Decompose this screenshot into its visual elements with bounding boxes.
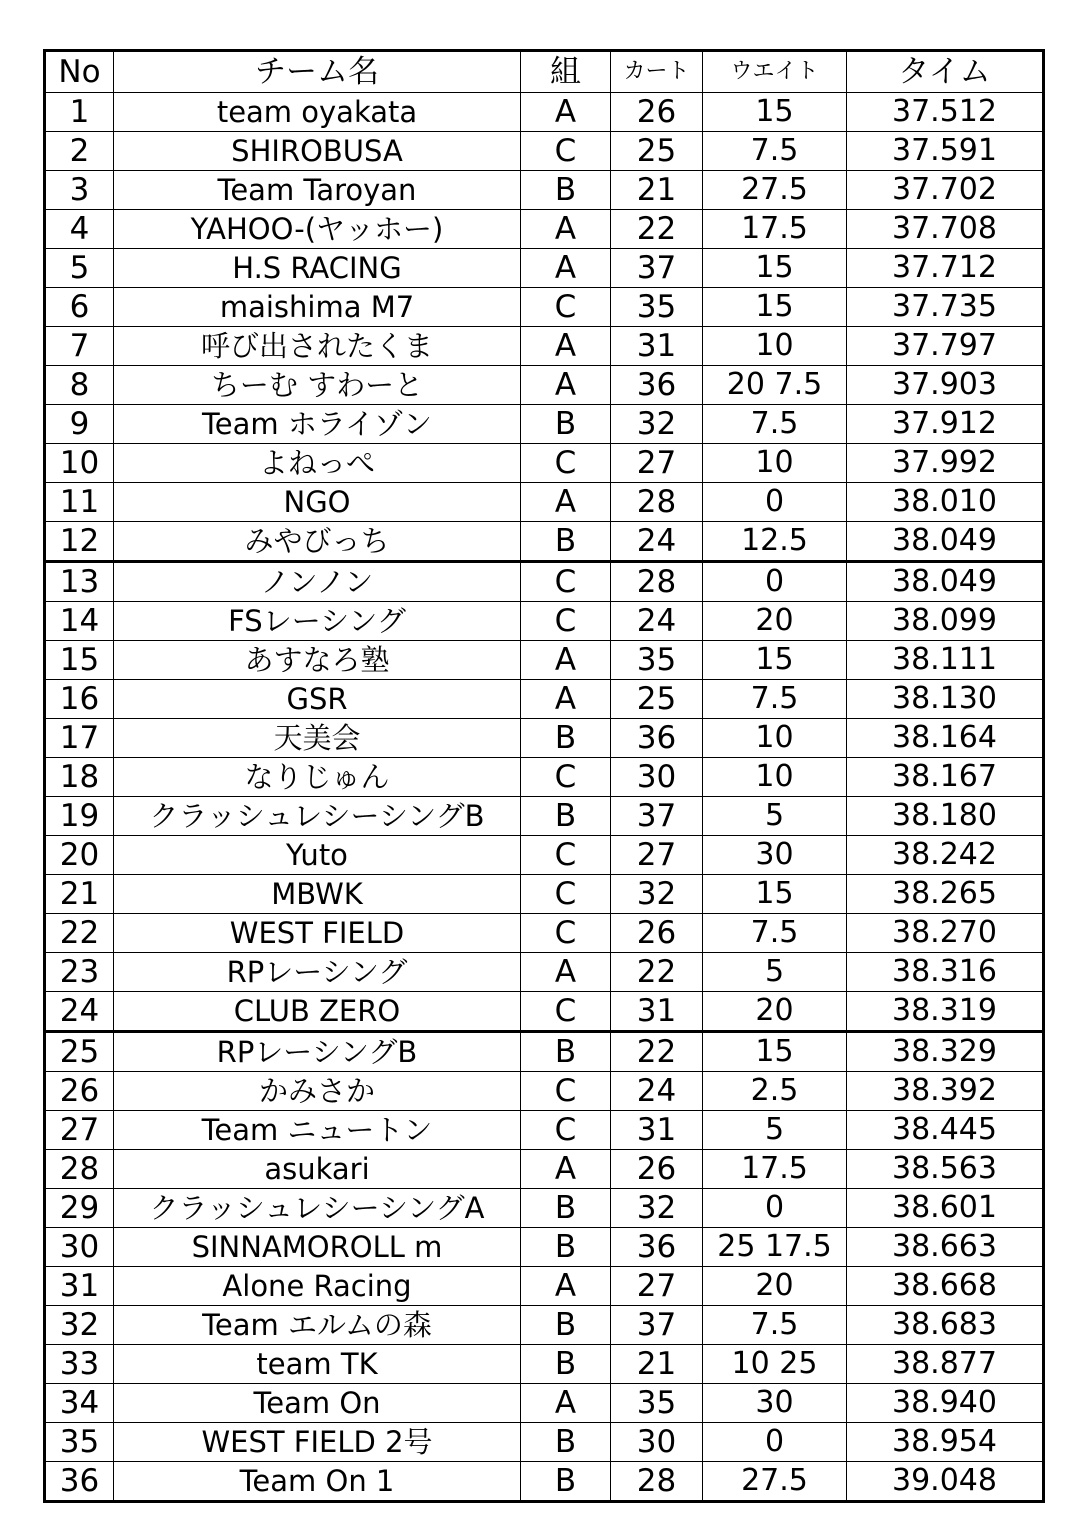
group-cell: A: [521, 483, 611, 522]
kart-number-cell: 32: [611, 875, 703, 914]
group-cell: A: [521, 366, 611, 405]
team-name-cell: Team エルムの森: [114, 1306, 521, 1345]
row-number-cell: 31: [45, 1267, 114, 1306]
team-name-cell: YAHOO-(ヤッホー): [114, 210, 521, 249]
row-number-cell: 18: [45, 758, 114, 797]
row-number-cell: 29: [45, 1189, 114, 1228]
kart-number-cell: 30: [611, 1423, 703, 1462]
lap-time-cell: 38.877: [847, 1345, 1044, 1384]
row-number-cell: 20: [45, 836, 114, 875]
table-row: [45, 1072, 1044, 1111]
header-kart: カート: [611, 51, 703, 93]
kart-number-cell: 22: [611, 210, 703, 249]
row-number-cell: 35: [45, 1423, 114, 1462]
lap-time-cell: 37.992: [847, 444, 1044, 483]
lap-time-cell: 38.099: [847, 602, 1044, 641]
row-number-cell: 6: [45, 288, 114, 327]
weight-cell: 0: [703, 483, 847, 522]
kart-number-cell: 37: [611, 249, 703, 288]
weight-cell: 10: [703, 758, 847, 797]
team-name-cell: 呼び出されたくま: [114, 327, 521, 366]
kart-number-cell: 24: [611, 1072, 703, 1111]
table-row: [45, 249, 1044, 288]
team-name-cell: ノンノン: [114, 562, 521, 602]
lap-time-cell: 38.316: [847, 953, 1044, 992]
table-row: [45, 875, 1044, 914]
table-row: [45, 405, 1044, 444]
group-cell: C: [521, 288, 611, 327]
kart-number-cell: 26: [611, 93, 703, 132]
lap-time-cell: 38.049: [847, 522, 1044, 562]
table-row: [45, 132, 1044, 171]
weight-cell: 0: [703, 1189, 847, 1228]
weight-cell: 7.5: [703, 405, 847, 444]
row-number-cell: 14: [45, 602, 114, 641]
kart-number-cell: 37: [611, 1306, 703, 1345]
header-time: タイム: [847, 51, 1044, 93]
row-number-cell: 36: [45, 1462, 114, 1502]
row-number-cell: 2: [45, 132, 114, 171]
group-cell: C: [521, 914, 611, 953]
lap-time-cell: 38.668: [847, 1267, 1044, 1306]
team-name-cell: Team ホライゾン: [114, 405, 521, 444]
weight-cell: 17.5: [703, 1150, 847, 1189]
lap-time-cell: 38.130: [847, 680, 1044, 719]
table-row: [45, 1345, 1044, 1384]
kart-number-cell: 35: [611, 288, 703, 327]
group-cell: B: [521, 1032, 611, 1072]
table-row: [45, 93, 1044, 132]
weight-cell: 15: [703, 288, 847, 327]
table-row: [45, 914, 1044, 953]
table-row: [45, 210, 1044, 249]
weight-cell: 12.5: [703, 522, 847, 562]
lap-time-cell: 38.663: [847, 1228, 1044, 1267]
header-weight: ウエイト: [703, 51, 847, 93]
group-cell: B: [521, 1306, 611, 1345]
results-table: [43, 49, 1045, 1503]
table-row: [45, 1189, 1044, 1228]
table-row: [45, 758, 1044, 797]
table-body: [45, 93, 1044, 1502]
kart-number-cell: 35: [611, 1384, 703, 1423]
table-row: [45, 1384, 1044, 1423]
kart-number-cell: 35: [611, 641, 703, 680]
team-name-cell: NGO: [114, 483, 521, 522]
group-cell: A: [521, 93, 611, 132]
weight-cell: 0: [703, 562, 847, 602]
weight-cell: 20 7.5: [703, 366, 847, 405]
team-name-cell: Team Taroyan: [114, 171, 521, 210]
row-number-cell: 13: [45, 562, 114, 602]
team-name-cell: RPレーシング: [114, 953, 521, 992]
lap-time-cell: 38.111: [847, 641, 1044, 680]
group-cell: A: [521, 1267, 611, 1306]
team-name-cell: team oyakata: [114, 93, 521, 132]
table-row: [45, 1228, 1044, 1267]
table-row: [45, 327, 1044, 366]
kart-number-cell: 25: [611, 132, 703, 171]
weight-cell: 15: [703, 641, 847, 680]
table-row: [45, 171, 1044, 210]
team-name-cell: WEST FIELD: [114, 914, 521, 953]
kart-number-cell: 27: [611, 836, 703, 875]
lap-time-cell: 37.708: [847, 210, 1044, 249]
table-row: [45, 719, 1044, 758]
row-number-cell: 11: [45, 483, 114, 522]
lap-time-cell: 38.049: [847, 562, 1044, 602]
kart-number-cell: 26: [611, 1150, 703, 1189]
group-cell: B: [521, 522, 611, 562]
row-number-cell: 23: [45, 953, 114, 992]
table-row: [45, 1150, 1044, 1189]
row-number-cell: 32: [45, 1306, 114, 1345]
row-number-cell: 12: [45, 522, 114, 562]
header-row: [45, 51, 1044, 93]
row-number-cell: 4: [45, 210, 114, 249]
group-cell: B: [521, 1423, 611, 1462]
weight-cell: 2.5: [703, 1072, 847, 1111]
lap-time-cell: 38.319: [847, 992, 1044, 1032]
weight-cell: 15: [703, 1032, 847, 1072]
row-number-cell: 28: [45, 1150, 114, 1189]
weight-cell: 10 25: [703, 1345, 847, 1384]
team-name-cell: CLUB ZERO: [114, 992, 521, 1032]
table-row: [45, 1462, 1044, 1502]
lap-time-cell: 37.912: [847, 405, 1044, 444]
kart-number-cell: 36: [611, 719, 703, 758]
lap-time-cell: 37.903: [847, 366, 1044, 405]
table-row: [45, 836, 1044, 875]
group-cell: B: [521, 405, 611, 444]
team-name-cell: クラッシュレシーシングA: [114, 1189, 521, 1228]
team-name-cell: SHIROBUSA: [114, 132, 521, 171]
group-cell: A: [521, 327, 611, 366]
group-cell: A: [521, 249, 611, 288]
lap-time-cell: 38.392: [847, 1072, 1044, 1111]
weight-cell: 27.5: [703, 171, 847, 210]
team-name-cell: FSレーシング: [114, 602, 521, 641]
team-name-cell: MBWK: [114, 875, 521, 914]
group-cell: C: [521, 1111, 611, 1150]
team-name-cell: みやびっち: [114, 522, 521, 562]
table-row: [45, 288, 1044, 327]
team-name-cell: かみさか: [114, 1072, 521, 1111]
kart-number-cell: 28: [611, 483, 703, 522]
team-name-cell: ちーむ すわーと: [114, 366, 521, 405]
row-number-cell: 5: [45, 249, 114, 288]
lap-time-cell: 38.164: [847, 719, 1044, 758]
kart-number-cell: 37: [611, 797, 703, 836]
row-number-cell: 27: [45, 1111, 114, 1150]
kart-number-cell: 24: [611, 522, 703, 562]
lap-time-cell: 38.329: [847, 1032, 1044, 1072]
weight-cell: 10: [703, 444, 847, 483]
team-name-cell: team TK: [114, 1345, 521, 1384]
group-cell: C: [521, 1072, 611, 1111]
lap-time-cell: 38.265: [847, 875, 1044, 914]
weight-cell: 15: [703, 875, 847, 914]
row-number-cell: 9: [45, 405, 114, 444]
table-row: [45, 1267, 1044, 1306]
team-name-cell: H.S RACING: [114, 249, 521, 288]
row-number-cell: 17: [45, 719, 114, 758]
kart-number-cell: 27: [611, 1267, 703, 1306]
group-cell: B: [521, 1462, 611, 1502]
weight-cell: 7.5: [703, 132, 847, 171]
team-name-cell: WEST FIELD 2号: [114, 1423, 521, 1462]
table-row: [45, 680, 1044, 719]
lap-time-cell: 39.048: [847, 1462, 1044, 1502]
weight-cell: 5: [703, 953, 847, 992]
weight-cell: 20: [703, 1267, 847, 1306]
group-cell: B: [521, 171, 611, 210]
weight-cell: 0: [703, 1423, 847, 1462]
lap-time-cell: 38.954: [847, 1423, 1044, 1462]
team-name-cell: Team On: [114, 1384, 521, 1423]
group-cell: C: [521, 132, 611, 171]
row-number-cell: 15: [45, 641, 114, 680]
table-row: [45, 1111, 1044, 1150]
weight-cell: 7.5: [703, 680, 847, 719]
lap-time-cell: 38.683: [847, 1306, 1044, 1345]
lap-time-cell: 37.797: [847, 327, 1044, 366]
weight-cell: 15: [703, 93, 847, 132]
row-number-cell: 1: [45, 93, 114, 132]
group-cell: B: [521, 719, 611, 758]
row-number-cell: 24: [45, 992, 114, 1032]
lap-time-cell: 38.167: [847, 758, 1044, 797]
group-cell: B: [521, 797, 611, 836]
group-cell: A: [521, 641, 611, 680]
weight-cell: 30: [703, 1384, 847, 1423]
team-name-cell: なりじゅん: [114, 758, 521, 797]
weight-cell: 10: [703, 719, 847, 758]
lap-time-cell: 38.445: [847, 1111, 1044, 1150]
row-number-cell: 22: [45, 914, 114, 953]
lap-time-cell: 37.702: [847, 171, 1044, 210]
group-cell: A: [521, 1384, 611, 1423]
lap-time-cell: 38.563: [847, 1150, 1044, 1189]
team-name-cell: Team ニュートン: [114, 1111, 521, 1150]
table-row: [45, 797, 1044, 836]
team-name-cell: Yuto: [114, 836, 521, 875]
kart-number-cell: 24: [611, 602, 703, 641]
row-number-cell: 7: [45, 327, 114, 366]
weight-cell: 20: [703, 602, 847, 641]
group-cell: C: [521, 758, 611, 797]
weight-cell: 10: [703, 327, 847, 366]
team-name-cell: maishima M7: [114, 288, 521, 327]
kart-number-cell: 22: [611, 1032, 703, 1072]
table-row: [45, 366, 1044, 405]
row-number-cell: 25: [45, 1032, 114, 1072]
kart-number-cell: 26: [611, 914, 703, 953]
group-cell: A: [521, 210, 611, 249]
weight-cell: 15: [703, 249, 847, 288]
table-row: [45, 562, 1044, 602]
team-name-cell: Team On 1: [114, 1462, 521, 1502]
team-name-cell: よねっぺ: [114, 444, 521, 483]
group-cell: A: [521, 953, 611, 992]
lap-time-cell: 38.010: [847, 483, 1044, 522]
lap-time-cell: 38.601: [847, 1189, 1044, 1228]
kart-number-cell: 21: [611, 1345, 703, 1384]
weight-cell: 30: [703, 836, 847, 875]
kart-number-cell: 25: [611, 680, 703, 719]
row-number-cell: 30: [45, 1228, 114, 1267]
table-row: [45, 953, 1044, 992]
table-row: [45, 1306, 1044, 1345]
group-cell: C: [521, 562, 611, 602]
kart-number-cell: 31: [611, 1111, 703, 1150]
team-name-cell: RPレーシングB: [114, 1032, 521, 1072]
kart-number-cell: 32: [611, 405, 703, 444]
table-row: [45, 1032, 1044, 1072]
group-cell: C: [521, 444, 611, 483]
lap-time-cell: 37.735: [847, 288, 1044, 327]
group-cell: C: [521, 875, 611, 914]
row-number-cell: 3: [45, 171, 114, 210]
weight-cell: 20: [703, 992, 847, 1032]
team-name-cell: 天美会: [114, 719, 521, 758]
team-name-cell: GSR: [114, 680, 521, 719]
team-name-cell: クラッシュレシーシングB: [114, 797, 521, 836]
kart-number-cell: 36: [611, 366, 703, 405]
group-cell: A: [521, 680, 611, 719]
lap-time-cell: 38.242: [847, 836, 1044, 875]
weight-cell: 5: [703, 1111, 847, 1150]
kart-number-cell: 31: [611, 327, 703, 366]
table-row: [45, 641, 1044, 680]
group-cell: C: [521, 836, 611, 875]
team-name-cell: SINNAMOROLL m: [114, 1228, 521, 1267]
table-row: [45, 483, 1044, 522]
group-cell: B: [521, 1189, 611, 1228]
weight-cell: 27.5: [703, 1462, 847, 1502]
weight-cell: 5: [703, 797, 847, 836]
kart-number-cell: 31: [611, 992, 703, 1032]
kart-number-cell: 32: [611, 1189, 703, 1228]
kart-number-cell: 28: [611, 562, 703, 602]
group-cell: B: [521, 1228, 611, 1267]
group-cell: B: [521, 1345, 611, 1384]
team-name-cell: Alone Racing: [114, 1267, 521, 1306]
header-team-name: チーム名: [114, 51, 521, 93]
lap-time-cell: 38.270: [847, 914, 1044, 953]
header-group: 組: [521, 51, 611, 93]
row-number-cell: 33: [45, 1345, 114, 1384]
kart-number-cell: 21: [611, 171, 703, 210]
lap-time-cell: 37.712: [847, 249, 1044, 288]
row-number-cell: 16: [45, 680, 114, 719]
kart-number-cell: 27: [611, 444, 703, 483]
table-row: [45, 1423, 1044, 1462]
team-name-cell: asukari: [114, 1150, 521, 1189]
table-row: [45, 444, 1044, 483]
row-number-cell: 34: [45, 1384, 114, 1423]
group-cell: C: [521, 992, 611, 1032]
weight-cell: 7.5: [703, 914, 847, 953]
row-number-cell: 26: [45, 1072, 114, 1111]
header-no: No: [45, 51, 114, 93]
group-cell: A: [521, 1150, 611, 1189]
kart-number-cell: 30: [611, 758, 703, 797]
lap-time-cell: 38.180: [847, 797, 1044, 836]
weight-cell: 25 17.5: [703, 1228, 847, 1267]
kart-number-cell: 36: [611, 1228, 703, 1267]
table-row: [45, 602, 1044, 641]
weight-cell: 7.5: [703, 1306, 847, 1345]
row-number-cell: 21: [45, 875, 114, 914]
lap-time-cell: 37.512: [847, 93, 1044, 132]
table-row: [45, 992, 1044, 1032]
row-number-cell: 10: [45, 444, 114, 483]
kart-number-cell: 22: [611, 953, 703, 992]
lap-time-cell: 37.591: [847, 132, 1044, 171]
lap-time-cell: 38.940: [847, 1384, 1044, 1423]
row-number-cell: 8: [45, 366, 114, 405]
kart-number-cell: 28: [611, 1462, 703, 1502]
weight-cell: 17.5: [703, 210, 847, 249]
team-name-cell: あすなろ塾: [114, 641, 521, 680]
row-number-cell: 19: [45, 797, 114, 836]
table-row: [45, 522, 1044, 562]
group-cell: C: [521, 602, 611, 641]
